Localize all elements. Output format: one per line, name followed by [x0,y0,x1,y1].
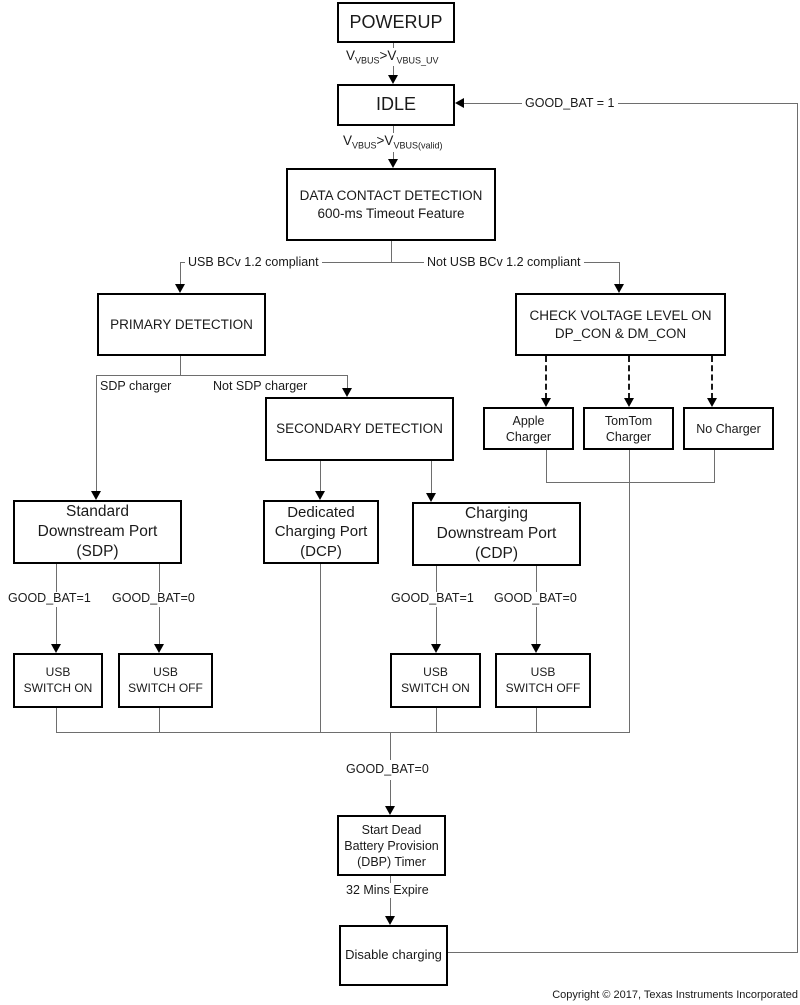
vbus-valid-v2: V [384,133,394,148]
connector-cdp-out1-a [436,566,437,592]
connector-descent-b [390,780,391,807]
idle-box [337,84,455,126]
usb-on-left-line1: USB [45,665,71,680]
label-mins-expire: 32 Mins Expire [346,883,429,897]
usb-switch-off-left-box [118,653,213,708]
connector-sdp-out1-a [56,564,57,592]
usb-off-right-line2: SWITCH OFF [505,680,581,695]
connector-dcd-stub [391,241,392,262]
usb-on-right-line1: USB [423,665,448,680]
connector-cdp-out1-b [436,607,437,645]
tomtom-line2: Charger [605,429,652,444]
check-voltage-line1: CHECK VOLTAGE LEVEL ON [529,308,712,324]
no-charger-label: No Charger [696,421,761,436]
dbp-line1: Start Dead [361,822,422,837]
label-good-bat-0-cdp: GOOD_BAT=0 [494,591,577,605]
cdp-line2: Downstream Port [436,525,557,543]
connector-branch-right [619,262,620,285]
usb-off-left-line1: USB [153,665,178,680]
vbus-uv-v2: V [387,48,397,63]
connector-dbp-out-a [390,876,391,883]
tomtom-charger-box [583,407,674,450]
vbus-uv-sub2: VBUS_UV [396,55,439,66]
no-charger-box [683,407,774,450]
connector-usb-off-left-bus [159,708,160,732]
disable-charging-label: Disable charging [345,947,442,963]
connector-to-dcp [320,461,321,492]
arrowhead-into-usb-off-right [531,644,541,653]
apple-charger-box [483,407,574,450]
label-good-bat-1-feedback: GOOD_BAT = 1 [522,96,618,110]
data-contact-detection-box [286,168,496,241]
label-not-usb-compliant: Not USB BCv 1.2 compliant [424,255,584,269]
vbus-uv-gt: > [379,48,388,63]
connector-no-charger-down [714,450,715,482]
dcd-line2: 600-ms Timeout Feature [317,205,465,221]
connector-primary-horizontal [96,375,348,376]
dbp-timer-box [337,815,446,876]
arrowhead-into-dcd [388,159,398,168]
connector-to-secondary [347,375,348,389]
arrowhead-into-sdp [91,491,101,500]
cdp-box [412,502,581,566]
label-good-bat-0-main: GOOD_BAT=0 [346,762,429,776]
cdp-line3: (CDP) [474,544,519,562]
dcp-line3: (DCP) [300,542,342,560]
label-not-sdp-charger: Not SDP charger [213,379,308,393]
connector-primary-stub [180,356,181,375]
arrowhead-into-primary [175,284,185,293]
arrowhead-into-disable [385,916,395,925]
label-good-bat-0-sdp: GOOD_BAT=0 [112,591,195,605]
arrowhead-into-cdp [426,493,436,502]
connector-bus [56,732,630,733]
vbus-valid-sub2: VBUS(valid) [393,140,443,151]
powerup-box [337,2,455,43]
connector-feedback-top [464,103,798,104]
connector-sdp-out1-b [56,607,57,645]
dbp-line2: Battery Provision [344,838,439,853]
secondary-detection-box [265,397,454,461]
tomtom-line1: TomTom [604,413,653,428]
check-voltage-box [515,293,726,356]
connector-charger-merge [546,482,715,483]
label-good-bat-1-sdp: GOOD_BAT=1 [8,591,91,605]
arrowhead-into-secondary [342,388,352,397]
connector-dbp-out-b [390,898,391,917]
dcp-box [263,500,379,564]
disable-charging-box [339,925,448,986]
label-good-bat-1-cdp: GOOD_BAT=1 [391,591,474,605]
arrowhead-into-check-voltage [614,284,624,293]
arrowhead-into-idle-feedback [455,98,464,108]
arrowhead-into-usb-on-right [431,644,441,653]
connector-usb-on-left-bus [56,708,57,732]
sdp-line3: (SDP) [76,542,119,560]
arrowhead-into-usb-on-left [51,644,61,653]
primary-detection-label: PRIMARY DETECTION [110,316,253,332]
vbus-uv-v1: V [346,48,356,63]
dbp-line3: (DBP) Timer [357,854,426,869]
connector-feedback-bottom [448,952,798,953]
label-sdp-charger: SDP charger [100,379,172,393]
usb-off-right-line1: USB [530,665,556,680]
arrowhead-into-dcp [315,491,325,500]
connector-descent-a [390,732,391,760]
apple-line2: Charger [505,429,552,444]
dashed-connector-tomtom [628,356,630,399]
usb-switch-on-right-box [390,653,481,708]
usb-on-right-line2: SWITCH ON [401,680,470,695]
vbus-valid-gt: > [376,133,385,148]
arrowhead-into-idle [388,75,398,84]
vbus-uv-sub1: VBUS [355,55,380,66]
connector-cdp-out2-b [536,607,537,645]
secondary-detection-label: SECONDARY DETECTION [276,421,443,437]
arrowhead-into-usb-off-left [154,644,164,653]
dashed-connector-no-charger [711,356,713,399]
connector-tomtom-down [629,450,630,732]
sdp-box [13,500,182,564]
usb-switch-off-right-box [495,653,591,708]
dashed-connector-apple [545,356,547,399]
label-vbus-gt-uv [344,48,440,66]
label-vbus-gt-valid [341,133,444,151]
idle-label: IDLE [375,94,417,115]
check-voltage-line2: DP_CON & DM_CON [554,325,687,341]
connector-branch-left [180,262,181,285]
connector-to-sdp [96,375,97,492]
arrowhead-into-dbp [385,806,395,815]
vbus-valid-v1: V [343,133,353,148]
powerup-label: POWERUP [349,11,443,32]
connector-to-cdp [431,461,432,494]
connector-usb-off-right-bus [536,708,537,732]
usb-switch-on-left-box [13,653,103,708]
usb-off-left-line2: SWITCH OFF [128,680,203,695]
cdp-line1: Charging [465,505,528,523]
label-usb-compliant: USB BCv 1.2 compliant [185,255,322,269]
primary-detection-box [97,293,266,356]
connector-feedback-right [797,103,798,952]
sdp-line2: Downstream Port [37,523,158,541]
arrowhead-into-tomtom [624,398,634,407]
connector-usb-on-right-bus [436,708,437,732]
vbus-valid-sub1: VBUS [352,140,377,151]
copyright-notice: Copyright © 2017, Texas Instruments Incorporated [552,989,798,1001]
connector-sdp-out2-b [159,607,160,645]
connector-apple-down [546,450,547,482]
connector-cdp-out2-a [536,566,537,592]
arrowhead-into-apple [541,398,551,407]
usb-on-left-line2: SWITCH ON [23,680,93,695]
apple-line1: Apple [512,413,545,428]
dcp-line2: Charging Port [274,523,368,541]
connector-sdp-out2-a [159,564,160,592]
sdp-line1: Standard [66,503,129,521]
dcp-line1: Dedicated [287,504,355,522]
dcd-line1: DATA CONTACT DETECTION [299,188,483,204]
connector-dcp-down [320,564,321,732]
arrowhead-into-no-charger [707,398,717,407]
